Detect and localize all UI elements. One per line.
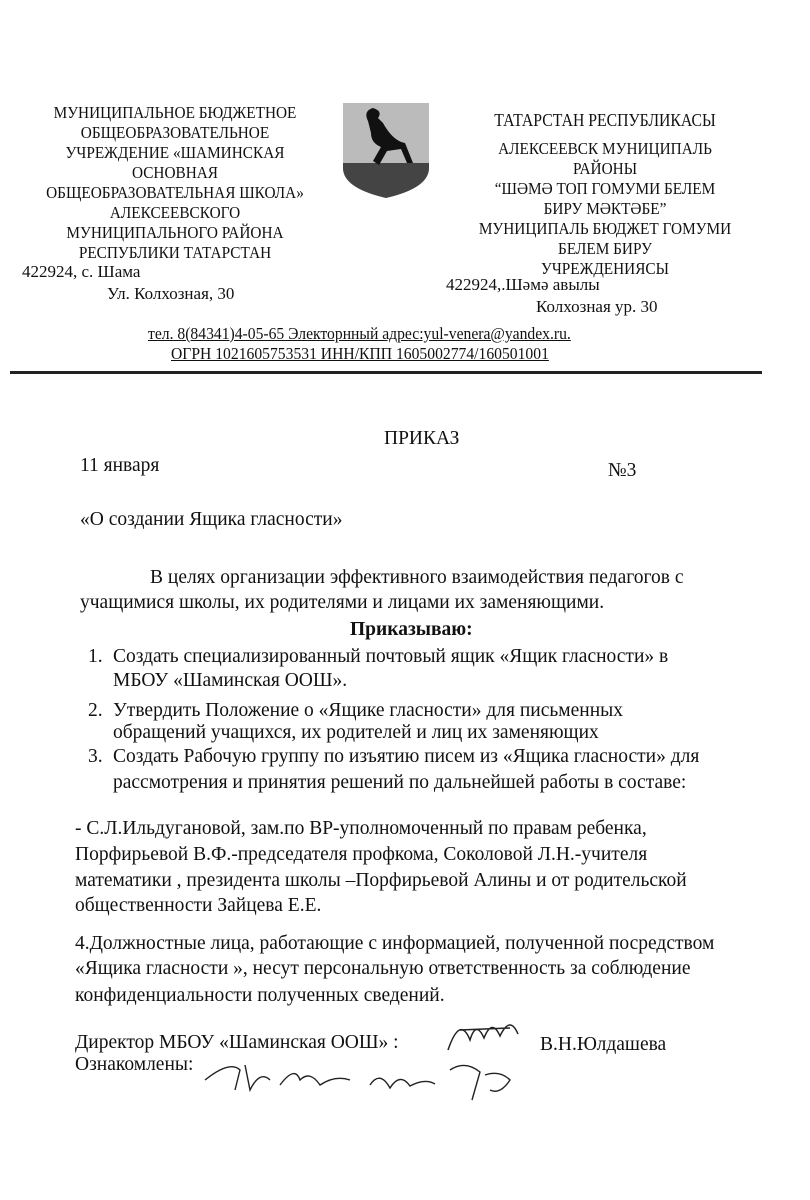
members-line: математики , президента школы –Порфирьевой Алины и от родительской — [75, 870, 687, 891]
director-name: В.Н.Юлдашева — [540, 1034, 667, 1055]
intro-line: В целях организации эффективного взаимодействия педагогов с — [150, 567, 684, 588]
address-right-1: 422924,.Шәмә авылы — [446, 275, 600, 294]
address-right-2: Колхозная ур. 30 — [536, 297, 658, 316]
header-line: МУНИЦИПАЛЬНОЕ БЮДЖЕТНОЕ — [53, 103, 297, 122]
registration-line: ОГРН 1021605753531 ИНН/КПП 1605002774/160501001 — [171, 344, 549, 363]
director-label: Директор МБОУ «Шаминская ООШ» : — [75, 1032, 399, 1053]
order-number: №3 — [608, 460, 637, 481]
acquaintance-signatures — [200, 1050, 530, 1110]
order-subject: «О создании Ящика гласности» — [80, 509, 343, 530]
item-line: обращений учащихся, их родителей и лиц их заменяющих — [113, 722, 599, 743]
order-heading: ПРИКАЗ — [384, 428, 460, 449]
item-line: Создать специализированный почтовый ящик «Ящик гласности» в — [113, 646, 669, 667]
point4-line: конфиденциальности полученных сведений. — [75, 985, 445, 1006]
header-line: “ШӘМӘ ТОП ГОМУМИ БЕЛЕМ — [494, 179, 716, 198]
item-number: 2. — [88, 700, 103, 721]
header-line: МУНИЦИПАЛЬ БЮДЖЕТ ГОМУМИ — [478, 219, 732, 238]
header-line: АЛЕКСЕЕВСК МУНИЦИПАЛЬ — [498, 139, 712, 158]
header-line: УЧРЕЖДЕНИЕ «ШАМИНСКАЯ — [65, 143, 285, 162]
header-right — [466, 139, 745, 279]
point4-line: 4.Должностные лица, работающие с информацией, полученной посредством — [75, 933, 715, 954]
item-line: Утвердить Положение о «Ящике гласности» для письменных — [113, 700, 623, 721]
members-line: общественности Зайцева Е.Е. — [75, 895, 322, 916]
address-left-1: 422924, с. Шама — [22, 262, 141, 281]
members-line: Порфирьевой В.Ф.-председателя профкома, Соколовой Л.Н.-учителя — [75, 844, 648, 865]
header-left — [36, 103, 315, 263]
header-line: ОСНОВНАЯ — [131, 163, 219, 182]
item-line: МБОУ «Шаминская ООШ». — [113, 670, 348, 691]
header-line: АЛЕКСЕЕВСКОГО — [109, 203, 241, 222]
header-line: РАЙОНЫ — [572, 159, 638, 178]
item-line: Создать Рабочую группу по изъятию писем из «Ящика гласности» для — [113, 746, 700, 767]
members-line: - С.Л.Ильдугановой, зам.по ВР-уполномоченный по правам ребенка, — [75, 818, 647, 839]
header-line: ОБЩЕОБРАЗОВАТЕЛЬНОЕ — [80, 123, 270, 142]
header-line: УЧРЕЖДЕНИЯСЫ — [541, 259, 669, 278]
command-heading: Приказываю: — [350, 619, 473, 640]
order-date: 11 января — [80, 455, 160, 476]
item-line: рассмотрения и принятия решений по дальнейшей работы в составе: — [113, 772, 687, 793]
item-number: 1. — [88, 646, 103, 667]
point4-line: «Ящика гласности », несут персональную ответственность за соблюдение — [75, 958, 691, 979]
header-line: МУНИЦИПАЛЬНОГО РАЙОНА — [66, 223, 284, 242]
acquainted-label: Ознакомлены: — [75, 1054, 194, 1075]
contact-line: тел. 8(84341)4-05-65 Электорнный адрес:yul-venera@yandex.ru. — [148, 324, 571, 343]
header-line: РЕСПУБЛИКИ ТАТАРСТАН — [78, 243, 272, 262]
header-line: БИРУ МӘКТӘБЕ” — [543, 199, 667, 218]
header-line: БЕЛЕМ БИРУ — [558, 239, 652, 258]
coat-of-arms-emblem — [343, 103, 429, 198]
item-number: 3. — [88, 746, 103, 767]
header-divider — [10, 371, 762, 374]
intro-line: учащимися школы, их родителями и лицами их заменяющими. — [80, 592, 605, 613]
header-right-title: ТАТАРСТАН РЕСПУБЛИКАСЫ — [494, 110, 716, 130]
address-left-2: Ул. Колхозная, 30 — [107, 284, 235, 303]
header-line: ОБЩЕОБРАЗОВАТЕЛЬНАЯ ШКОЛА» — [46, 183, 304, 202]
